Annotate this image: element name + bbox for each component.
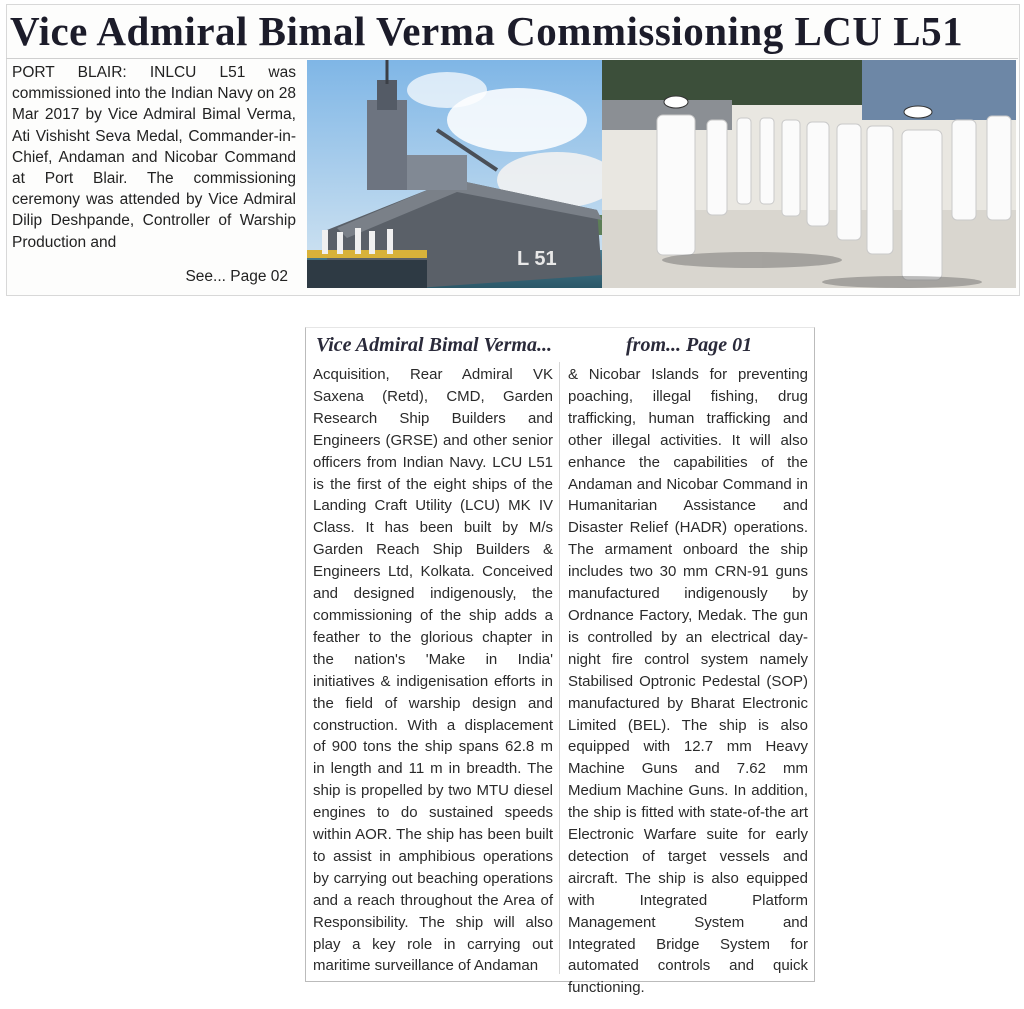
continuation-article (305, 327, 815, 997)
lead-story (12, 62, 296, 285)
guard-of-honour-photo (602, 60, 1016, 288)
lead-paragraph: PORT BLAIR: INLCU L51 was commissioned into the Indian Navy on 28 Mar 2017 by Vice Admiral Bimal Verma, Ati Vishisht Seva Medal, Commander-in-Chief, Andaman and Nicobar Command at Port Blair. The commissioning ceremony was attended by Vice Admiral Dilip Deshpande, Controller of Warship Production and (12, 64, 296, 251)
article-column-right: & Nicobar Islands for preventing poaching, illegal fishing, drug trafficking, human trafficking and other illegal activities. It will also enhance the capabilities of the Andaman and Nicobar Command in Humanitarian Assistance and Disaster Relief (HADR) operations. The armament onboard the ship includes two 30 mm CRN-91 guns manufactured indigenously by Ordnance Factory, Medak. The gun is controlled by an electrical day-night fire control system namely Stabilised Optronic Pedestal (SOP) manufactured by Bharat Electronic Limited (BEL). The ship is also equipped with 12.7 mm Heavy Machine Guns and 7.62 mm Medium Machine Guns. In addition, the ship is fitted with state-of-the art Electronic Warfare suite for early detection of target vessels and aircraft. The ship is also equipped with Integrated Platform Management System and Integrated Bridge System for automated controls and quick functioning. (568, 366, 808, 997)
hull-number: L 51 (517, 248, 557, 270)
column-divider (559, 362, 560, 974)
guard-illustration (602, 60, 1016, 288)
continued-from-link[interactable]: from... Page 01 (626, 334, 753, 356)
article-column-left: Acquisition, Rear Admiral VK Saxena (Retd), CMD, Garden Research Ship Builders and Engineers (GRSE) and other senior officers from Indian Navy. LCU L51 is the first of the eight ships of the Landing Craft Utility (LCU) MK IV Class. It has been built by M/s Garden Reach Ship Builders & Engineers Ltd, Kolkata. Conceived and designed indigenously, the commissioning of the ship adds a feather to the glorious chapter in the nation's 'Make in India' initiatives & indigenisation efforts in the field of warship design and construction. With a displacement of 900 tons the ship spans 62.8 m in length and 11 m in breadth. The ship is propelled by two MTU diesel engines to do sustained speeds within AOR. The ship has been built to assist in amphibious operations by carrying out beaching operations and a reach throughout the Area of Responsibility. The ship will also play a key role in carrying out maritime surveillance of Andaman (313, 366, 553, 975)
headline-divider (6, 58, 1018, 59)
continued-on-link[interactable]: See... Page 02 (185, 268, 288, 285)
ship-photo (307, 60, 602, 288)
continuation-header (316, 334, 806, 364)
headline: Vice Admiral Bimal Verma Commissioning LCU L51 (10, 8, 964, 54)
ship-illustration (307, 60, 602, 288)
continuation-title: Vice Admiral Bimal Verma... (316, 334, 552, 356)
